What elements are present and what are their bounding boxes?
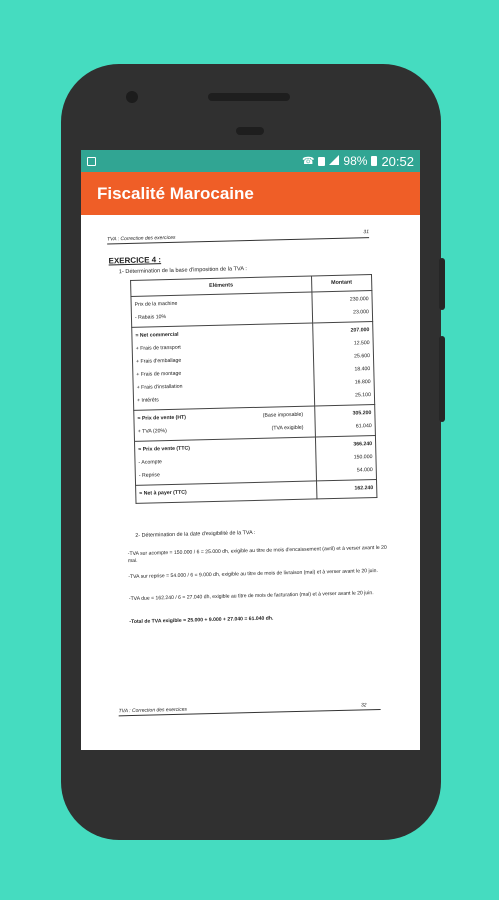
page-footer [119,702,381,717]
row-amount: 25.600 [354,353,371,360]
row-label: + Frais d'installation [136,383,183,391]
paragraph-tva-due: -TVA due = 162.240 / 6 = 27.040 dh, exigible au titre de mois de facturation (mai) et à verser avant le 20 juin. [128,590,374,603]
row-amount: 61.040 [355,423,372,430]
row-label: Prix de la machine [134,300,178,308]
row-label: = Prix de vente (HT) [137,414,187,422]
clock-time: 20:52 [381,153,414,169]
app-bar [81,172,420,215]
elements-cell [136,481,317,503]
tax-base-table [130,274,377,504]
volume-button [439,258,445,310]
row-amount: 18.400 [354,366,371,373]
wifi-call-icon: ☎ [301,155,315,167]
page-header-number: 31 [363,229,370,236]
row-amount: 207.000 [350,327,370,334]
section-1-heading: 1- Détermination de la base d'imposition de la TVA : [118,266,247,276]
nfc-icon [318,157,325,166]
page-header [107,230,369,245]
row-amount: 23.000 [352,309,369,316]
column-header-elements: Eléments [131,276,312,296]
table-row [139,483,313,500]
phone-screen [81,150,420,750]
elements-cell [131,292,312,327]
page-footer-number: 32 [360,702,367,709]
amount-cell [312,321,374,405]
app-title: Fiscalité Marocaine [97,183,254,203]
row-amount: 54.000 [356,467,373,474]
section-2-heading: 2- Détermination de la date d'exigibilité de la TVA : [135,529,256,539]
document-viewer[interactable] [81,215,420,750]
paragraph-total-tva: -Total de TVA exigible = 25.000 + 9.000 + 27.040 = 61.040 dh. [129,615,274,626]
row-amount: 366.240 [353,441,373,448]
row-amount: 150.000 [353,454,373,461]
row-label: - Rabais 10% [134,314,167,321]
power-button [439,336,445,422]
proximity-sensor [236,127,264,135]
battery-percent: 98% [343,154,368,168]
row-amount: 16.800 [354,379,371,386]
table-group [132,321,375,410]
paragraph-acompte: -TVA sur acompte = 150.000 / 6 = 25.000 dh, exigible au titre de mois d'encaissement (avril) et à verser avant le 20 mai. [127,544,387,565]
document-page [97,219,410,742]
gallery-notification-icon [87,157,96,166]
table-row [138,421,312,438]
page-footer-text: TVA : Correction des exercices [118,706,188,715]
signal-icon [329,154,339,168]
row-label: + TVA (20%) [137,428,167,435]
row-amount: 230.000 [349,296,369,303]
elements-cell [132,323,315,410]
row-amount: 305.200 [352,410,372,417]
page-header-text: TVA : Correction des exercices [106,234,176,243]
row-label: = Net à payer (TTC) [139,489,187,497]
status-bar [81,150,420,172]
paragraph-reprise: -TVA sur reprise = 54.000 / 6 = 9.000 dh, exigible au titre de mois de livraison (mai) et à verser avant le 20 juin. [128,567,378,581]
amount-cell [316,479,377,498]
row-amount: 25.100 [354,392,372,399]
row-label: + Frais de transport [135,344,181,352]
amount-cell [314,404,375,436]
row-label: = Net commercial [135,331,179,339]
battery-icon [371,156,377,166]
row-note: (Base imposable) [262,411,304,419]
elements-cell [134,437,316,485]
row-amount: 162.240 [354,485,374,492]
row-label: - Acompte [138,459,162,466]
amount-cell [312,290,373,322]
front-camera [126,91,138,103]
row-label: = Prix de vente (TTC) [138,445,191,453]
elements-cell [134,406,315,441]
amount-cell [315,435,376,480]
row-label: + Intérêts [136,397,159,404]
table-group [134,435,376,485]
row-label: - Reprise [138,472,160,479]
row-note: (TVA exigible) [271,424,304,432]
column-header-amount: Montant [311,275,372,292]
row-amount: 12.500 [353,340,370,347]
row-label: + Frais d'emballage [135,357,182,365]
earpiece-speaker [208,93,290,101]
row-label: + Frais de montage [136,370,182,378]
exercise-title: EXERCICE 4 : [108,255,162,266]
